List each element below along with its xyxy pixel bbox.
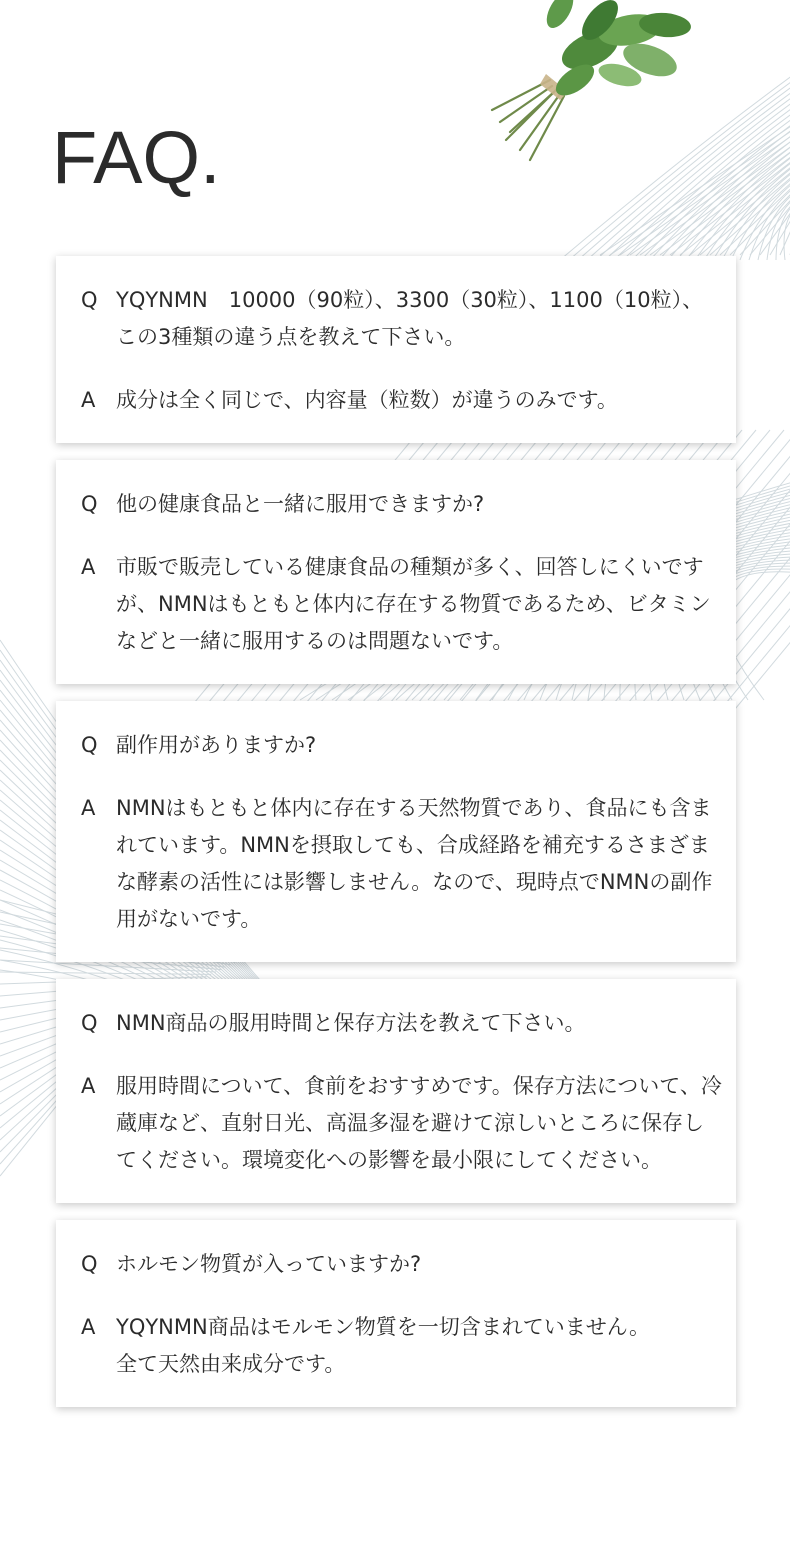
question-mark: Q bbox=[81, 492, 98, 516]
question-mark: Q bbox=[81, 1011, 98, 1035]
faq-item bbox=[56, 701, 736, 962]
question-row bbox=[81, 486, 722, 523]
question-row bbox=[81, 1005, 722, 1042]
faq-item bbox=[56, 979, 736, 1203]
answer-mark: A bbox=[81, 555, 96, 579]
question-mark: Q bbox=[81, 733, 98, 757]
answer-text: NMNはもともと体内に存在する天然物質であり、食品にも含まれています。NMNを摂取しても、合成経路を補充するさまざまな酵素の活性には影響しません。なので、現時点でNMNの副作用がないです。 bbox=[116, 796, 713, 931]
mint-bunch-icon bbox=[480, 0, 720, 190]
question-text: YQYNMN 10000（90粒）、3300（30粒）、1100（10粒）、この3種類の違う点を教えて下さい。 bbox=[116, 288, 704, 349]
answer-row bbox=[81, 790, 722, 938]
answer-row bbox=[81, 549, 722, 660]
question-text: NMN商品の服用時間と保存方法を教えて下さい。 bbox=[116, 1011, 586, 1035]
answer-mark: A bbox=[81, 1074, 96, 1098]
answer-text: 服用時間について、食前をおすすめです。保存方法について、冷蔵庫など、直射日光、高温多湿を避けて涼しいところに保存してください。環境変化への影響を最小限にしてください。 bbox=[116, 1074, 722, 1172]
question-text: 他の健康食品と一緒に服用できますか? bbox=[116, 492, 485, 516]
answer-text: 市販で販売している健康食品の種類が多く、回答しにくいですが、NMNはもともと体内に存在する物質であるため、ビタミンなどと一緒に服用するのは問題ないです。 bbox=[116, 555, 711, 653]
answer-mark: A bbox=[81, 796, 96, 820]
faq-list bbox=[56, 256, 736, 1424]
question-mark: Q bbox=[81, 1252, 98, 1276]
question-text: ホルモン物質が入っていますか? bbox=[116, 1252, 422, 1276]
question-row bbox=[81, 727, 722, 764]
answer-mark: A bbox=[81, 388, 96, 412]
question-mark: Q bbox=[81, 288, 98, 312]
question-text: 副作用がありますか? bbox=[116, 733, 317, 757]
faq-item bbox=[56, 1220, 736, 1407]
answer-row bbox=[81, 1309, 722, 1383]
question-row bbox=[81, 282, 722, 356]
page-title: FAQ. bbox=[52, 116, 221, 199]
answer-row bbox=[81, 1068, 722, 1179]
answer-mark: A bbox=[81, 1315, 96, 1339]
answer-text: 成分は全く同じで、内容量（粒数）が違うのみです。 bbox=[116, 388, 618, 412]
faq-item bbox=[56, 256, 736, 443]
answer-row bbox=[81, 382, 722, 419]
faq-item bbox=[56, 460, 736, 684]
answer-text: YQYNMN商品はモルモン物質を一切含まれていません。 全て天然由来成分です。 bbox=[116, 1315, 650, 1376]
question-row bbox=[81, 1246, 722, 1283]
